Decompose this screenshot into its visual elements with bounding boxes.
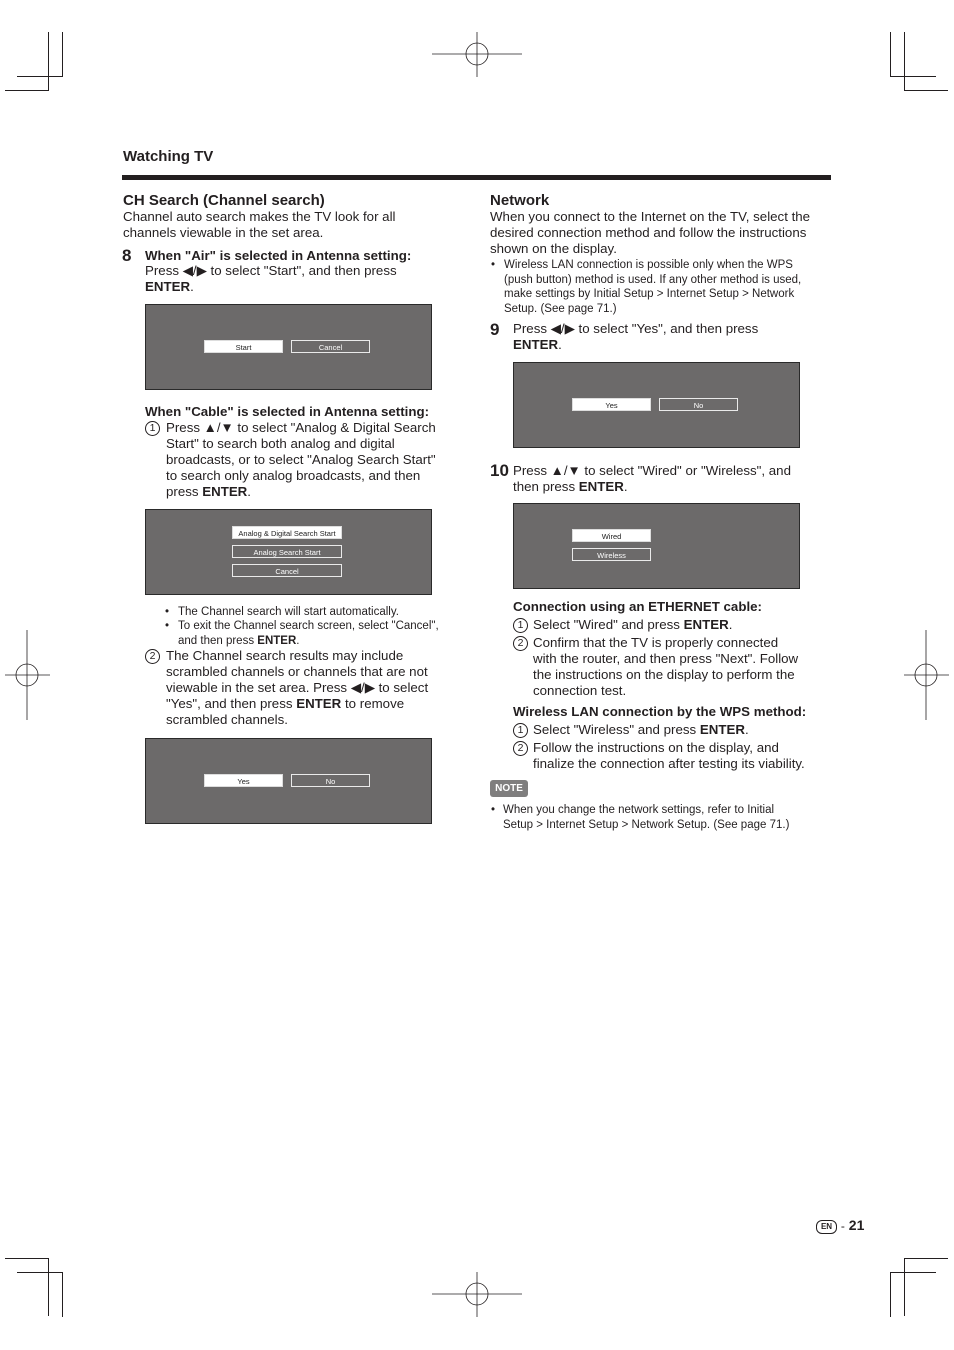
section-title: Watching TV — [123, 148, 214, 165]
network-intro: When you connect to the Internet on the TV, select the desired connection method and follow the instructions shown on the display. — [490, 209, 811, 256]
wps-heading: Wireless LAN connection by the WPS method: — [513, 704, 807, 719]
page-dash: - — [840, 1219, 845, 1233]
circled-number-1: 1 — [513, 618, 528, 633]
circled-number-1: 1 — [145, 421, 160, 436]
analog-search-start-option[interactable]: Analog Search Start — [232, 545, 342, 558]
circled-number-2: 2 — [145, 649, 160, 664]
circled-number-1: 1 — [513, 723, 528, 738]
ch-search-intro: Channel auto search makes the TV look for all channels viewable in the set area. — [123, 209, 396, 240]
ch-search-title: CH Search (Channel search) — [123, 192, 325, 209]
eth2-marker — [513, 635, 533, 651]
ethernet-heading: Connection using an ETHERNET cable: — [513, 599, 762, 614]
registration-mark-left — [5, 630, 50, 720]
step-9-text: Press ◀/▶ to select "Yes", and then press ENTER. — [513, 321, 759, 352]
cable-heading: When "Cable" is selected in Antenna setting: — [145, 404, 430, 419]
cancel-button[interactable]: Cancel — [291, 340, 370, 353]
wps1-text: Select "Wireless" and press ENTER. — [533, 722, 749, 737]
step-10-number: 10 — [490, 461, 509, 480]
bullet-auto-start: The Channel search will start automatically. — [178, 606, 399, 618]
circled-number-2: 2 — [513, 636, 528, 651]
wired-option[interactable]: Wired — [572, 529, 651, 542]
circled-number-2: 2 — [513, 741, 528, 756]
page-number: 21 — [848, 1217, 865, 1233]
wireless-option[interactable]: Wireless — [572, 548, 651, 561]
yes-button[interactable]: Yes — [204, 774, 283, 787]
eth1-marker — [513, 617, 533, 633]
air-search-screen — [145, 304, 432, 390]
yes-button[interactable]: Yes — [572, 398, 651, 411]
language-en-icon: EN — [816, 1220, 837, 1234]
registration-mark-top — [432, 32, 522, 77]
page-footer — [816, 1217, 864, 1234]
bullet-dot: • — [165, 606, 170, 618]
wps2-text: Follow the instructions on the display, and finalize the connection after testing its viability. — [533, 740, 805, 771]
air-heading: When "Air" is selected in Antenna setting: — [145, 248, 412, 263]
wps1-marker — [513, 722, 533, 738]
analog-digital-search-start-option[interactable]: Analog & Digital Search Start — [232, 526, 342, 539]
bullet-exit: To exit the Channel search screen, select "Cancel", and then press ENTER. — [178, 620, 439, 647]
header-rule — [122, 175, 831, 180]
connection-type-screen — [513, 503, 800, 589]
no-button[interactable]: No — [291, 774, 370, 787]
bullet-dot: • — [165, 620, 170, 632]
network-title: Network — [490, 192, 550, 209]
eth2-text: Confirm that the TV is properly connected with the router, and then press "Next". Follow the instructions on the display to perform the connection test. — [533, 635, 799, 698]
cable-sub2-text: The Channel search results may include scrambled channels or channels that are not viewable in the set area. Press ◀/▶ to select "Yes", and then press ENTER to remove scrambled channels. — [166, 648, 429, 727]
eth1-text: Select "Wired" and press ENTER. — [533, 617, 733, 632]
scrambled-yes-no-screen — [145, 738, 432, 824]
bullet-dot: • — [491, 259, 496, 271]
step-8-number: 8 — [122, 246, 132, 265]
note-text: When you change the network settings, refer to Initial Setup > Internet Setup > Network Setup. (See page 71.) — [503, 804, 790, 831]
step-10-text: Press ▲/▼ to select "Wired" or "Wireless", and then press ENTER. — [513, 463, 791, 494]
cable-sub1-text: Press ▲/▼ to select "Analog & Digital Search Start" to search both analog and digital broadcasts, or to select "Analog Search Start" to search only analog broadcasts, and then press ENTER. — [166, 420, 436, 499]
note-badge: NOTE — [490, 780, 528, 797]
cancel-option[interactable]: Cancel — [232, 564, 342, 577]
start-button[interactable]: Start — [204, 340, 283, 353]
registration-mark-right — [904, 630, 949, 720]
air-instruction: Press ◀/▶ to select "Start", and then press ENTER. — [145, 263, 397, 294]
registration-mark-bottom — [432, 1272, 522, 1317]
cable-sub2-marker — [145, 648, 165, 664]
no-button[interactable]: No — [659, 398, 738, 411]
network-wps-bullet: Wireless LAN connection is possible only when the WPS (push button) method is used. If any other method is used, make settings by Initial Setup > Internet Setup > Network Setup. (See page 71.) — [504, 259, 802, 315]
network-yes-no-screen — [513, 362, 800, 448]
cable-search-screen — [145, 509, 432, 595]
bullet-dot: • — [491, 804, 496, 816]
step-9-number: 9 — [490, 320, 500, 339]
wps2-marker — [513, 740, 533, 756]
